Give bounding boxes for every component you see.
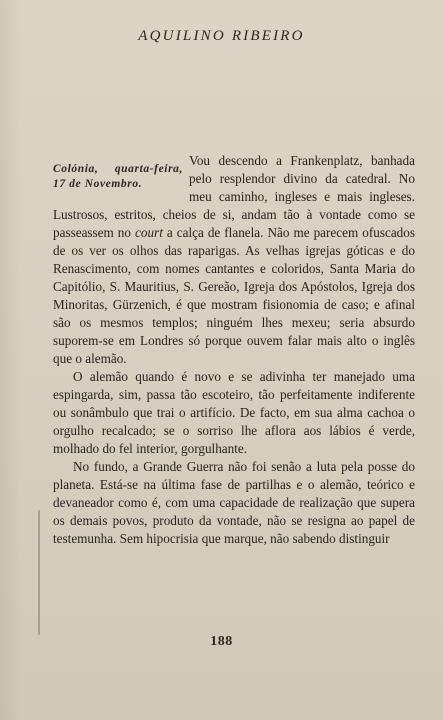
running-head: AQUILINO RIBEIRO xyxy=(138,28,305,44)
body-text xyxy=(53,152,415,548)
margin-date-note: Colónia, quarta-feira, 17 de Novembro. xyxy=(53,163,183,190)
page-number: 188 xyxy=(210,634,233,649)
paragraph-1-end: a calça de flanela. Não me parecem ofuscados de os ver os olhos das raparigas. As velhas igrejas góticas e do Renascimento, com nomes cantantes e coloridos, Santa Maria do Capitólio, S. Mauritius, S. Gereão, Igreja dos Apóstolos, Igreja dos Minoritas, Gürzenich, é que mostram fisionomia de caso; e afinal são os mesmos templos; ninguém lhes mexeu; seria absurdo suporem-se em Londres só porque ouvem falar mais alto o inglês que o alemão. xyxy=(53,225,415,366)
paragraph-2: O alemão quando é novo e se adivinha ter manejado uma espingarda, sim, passa tão escoteiro, tão perfeitamente indiferente ou sonâmbulo que trai o artifício. De facto, em sua alma cachoa o orgulho recalcado; se o sorriso lhe aflora aos lábios é verde, molhado do fel interior, gorgulhante. xyxy=(53,369,415,456)
paragraph-1-start: Vou descendo a Frankenplatz, banhada pelo resplendor divino da catedral. No meu caminho, ingleses e mais ingleses. Lustrosos, estritos, cheios de si, andam tão à vontade como se passeassem no xyxy=(53,153,415,240)
paragraph-1-italic-word: court xyxy=(135,225,163,240)
margin-pencil-mark xyxy=(38,510,40,635)
paragraph-3: No fundo, a Grande Guerra não foi senão a luta pela posse do planeta. Está-se na última fase de partilhas e o alemão, teórico e devaneador como é, com uma capacidade de realização que supera os demais povos, produto da vontade, não se resigna ao papel de testemunha. Sem hipocrisia que marque, não sabendo distinguir xyxy=(53,459,415,546)
